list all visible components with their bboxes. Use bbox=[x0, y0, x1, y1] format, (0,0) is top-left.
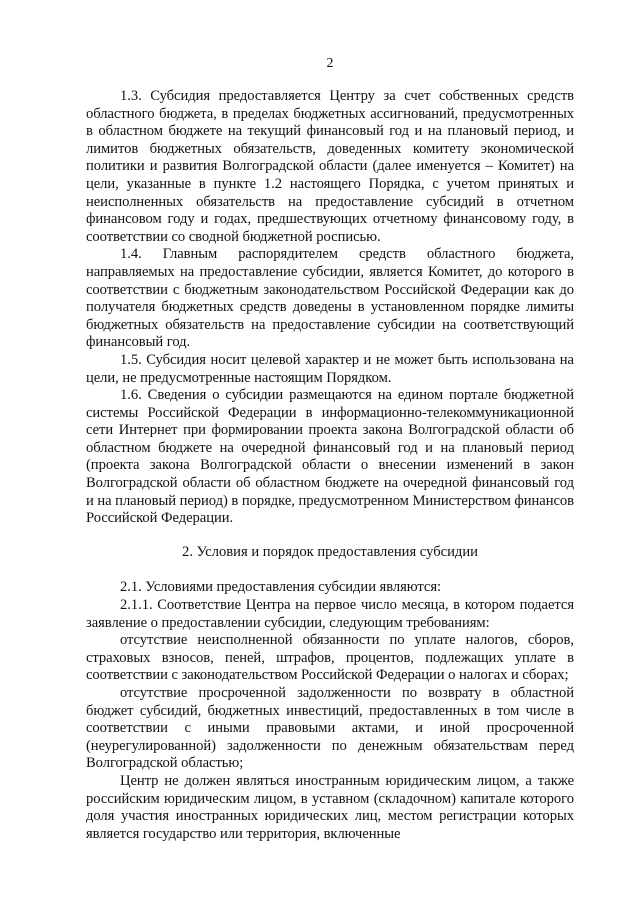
paragraph-1-3: 1.3. Субсидия предоставляется Центру за счет собственных средств областного бюджета, в пределах бюджетных ассигнований, предусмотренных в областном бюджете на текущий финансовый год и на плановый период, и лимитов бюджетных обязательств, доведенных комитету экономической политики и развития Волгоградской области (далее именуется – Комитет) на цели, указанные в пункте 1.2 настоящего Порядка, с учетом принятых и неисполненных обязательств на предоставление субсидий в отчетном финансовом году и годах, предшествующих отчетному финансовому году, в соответствии со сводной бюджетной росписью. bbox=[86, 88, 574, 245]
paragraph-requirement-taxes: отсутствие неисполненной обязанности по уплате налогов, сборов, страховых взносов, пеней, штрафов, процентов, подлежащих уплате в соответствии с законодательством Российской Федерации о налогах и сборах; bbox=[86, 632, 574, 684]
section-heading: 2. Условия и порядок предоставления субсидии bbox=[182, 543, 478, 560]
paragraph-requirement-foreign: Центр не должен являться иностранным юридическим лицом, а также российским юридическим лицом, в уставном (складочном) капитале которого доля участия иностранных юридических лиц, местом регистрации которых является государство или территория, включенные bbox=[86, 772, 574, 842]
paragraph-1-6: 1.6. Сведения о субсидии размещаются на едином портале бюджетной системы Российской Федерации в информационно-телекоммуникационной сети Интернет при формировании проекта закона Волгоградской области об областном бюджете на очередной финансовый год и на плановый период (проекта закона Волгоградской области о внесении изменений в закон Волгоградской области об областном бюджете на очередной финансовый год и на плановый период) в порядке, предусмотренном Министерством финансов Российской Федерации. bbox=[86, 387, 574, 527]
paragraph-2-1-1: 2.1.1. Соответствие Центра на первое число месяца, в котором подается заявление о предоставлении субсидии, следующим требованиям: bbox=[86, 597, 574, 631]
paragraph-1-5: 1.5. Субсидия носит целевой характер и не может быть использована на цели, не предусмотренные настоящим Порядком. bbox=[86, 351, 574, 386]
paragraph-requirement-debt: отсутствие просроченной задолженности по возврату в областной бюджет субсидий, бюджетных инвестиций, предоставленных в том числе в соответствии с иными правовыми актами, и иной просроченной (неурегулированной) задолженности по денежным обязательствам перед Волгоградской областью; bbox=[86, 685, 574, 772]
page-number: 2 bbox=[326, 56, 334, 71]
paragraph-2-1: 2.1. Условиями предоставления субсидии являются: bbox=[120, 579, 442, 596]
document-page bbox=[86, 56, 574, 843]
paragraph-1-4: 1.4. Главным распорядителем средств областного бюджета, направляемых на предоставление субсидии, является Комитет, до которого в соответствии с бюджетным законодательством Российской Федерации как до получателя бюджетных средств доведены в установленном порядке лимиты бюджетных обязательств на предоставление субсидии на соответствующий финансовый год. bbox=[86, 246, 574, 351]
